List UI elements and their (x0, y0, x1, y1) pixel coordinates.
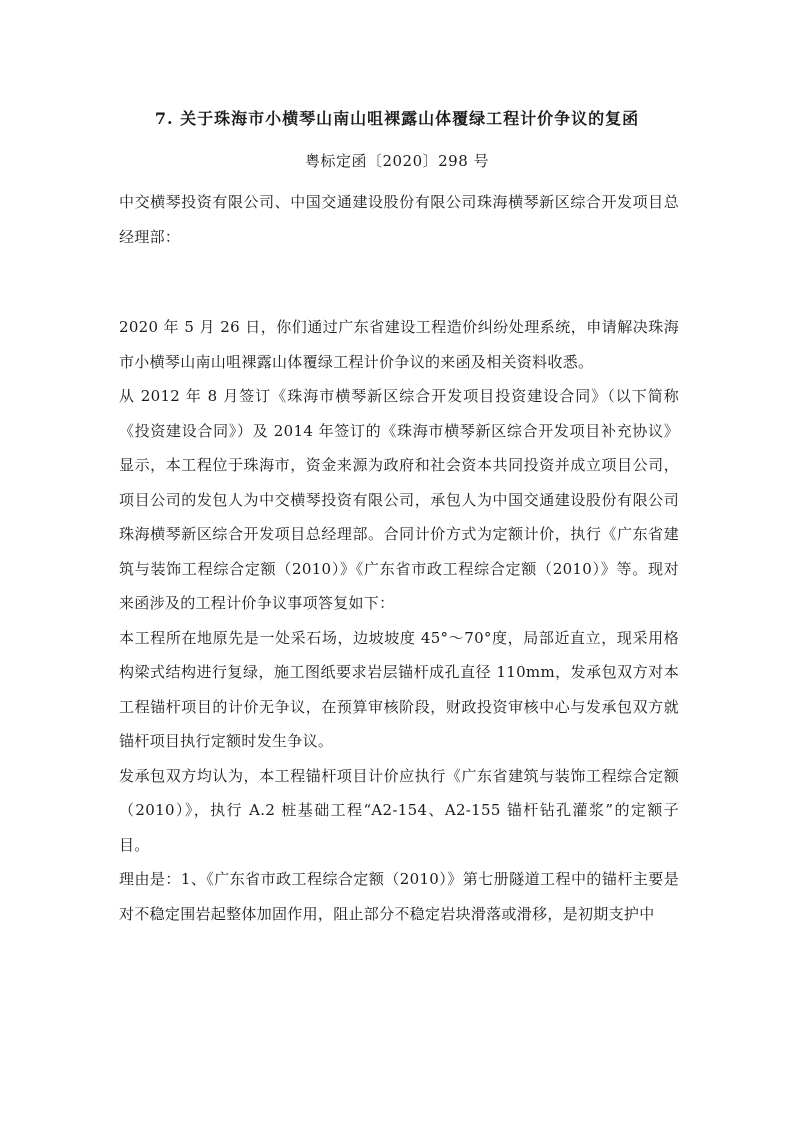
paragraph-1: 2020 年 5 月 26 日，你们通过广东省建设工程造价纠纷处理系统，申请解决珠海市小横琴山南山咀裸露山体覆绿工程计价争议的来函及相关资料收悉。 (119, 318, 679, 371)
addressee (119, 185, 679, 254)
paragraph-2: 从 2012 年 8 月签订《珠海市横琴新区综合开发项目投资建设合同》（以下简称《投资建设合同》）及 2014 年签订的《珠海市横琴新区综合开发项目补充协议》显示，本工程位于珠海市，资金来源为政府和社会资本共同投资并成立项目公司，项目公司的发包人为中交横琴投资有限公司，承包人为中国交通建设股份有限公司珠海横琴新区综合开发项目总经理部。合同计价方式为定额计价，执行《广东省建筑与装饰工程综合定额（2010）》《广东省市政工程综合定额（2010）》等。现对来函涉及的工程计价争议事项答复如下： (119, 387, 679, 612)
document-body (119, 310, 679, 931)
addressee-text: 中交横琴投资有限公司、中国交通建设股份有限公司珠海横琴新区综合开发项目总经理部： (119, 193, 679, 246)
paragraph-3: 本工程所在地原先是一处采石场，边坡坡度 45°～70°度，局部近直立，现采用格构梁式结构进行复绿，施工图纸要求岩层锚杆成孔直径 110mm，发承包双方对本工程锚杆项目的计价无争议，在预算审核阶段，财政投资审核中心与发承包双方就锚杆项目执行定额时发生争议。 (119, 628, 679, 750)
document-number: 粤标定函〔2020〕298 号 (304, 152, 490, 170)
document-title: 7. 关于珠海市小横琴山南山咀裸露山体覆绿工程计价争议的复函 (154, 109, 640, 128)
paragraph-5: 理由是：1、《广东省市政工程综合定额（2010）》第七册隧道工程中的锚杆主要是对不稳定围岩起整体加固作用，阻止部分不稳定岩块滑落或滑移，是初期支护中 (119, 870, 679, 923)
paragraph-4: 发承包双方均认为，本工程锚杆项目计价应执行《广东省建筑与装饰工程综合定额（2010）》，执行 A.2 桩基础工程“A2-154、A2-155 锚杆钻孔灌浆”的定额子目。 (119, 766, 679, 854)
